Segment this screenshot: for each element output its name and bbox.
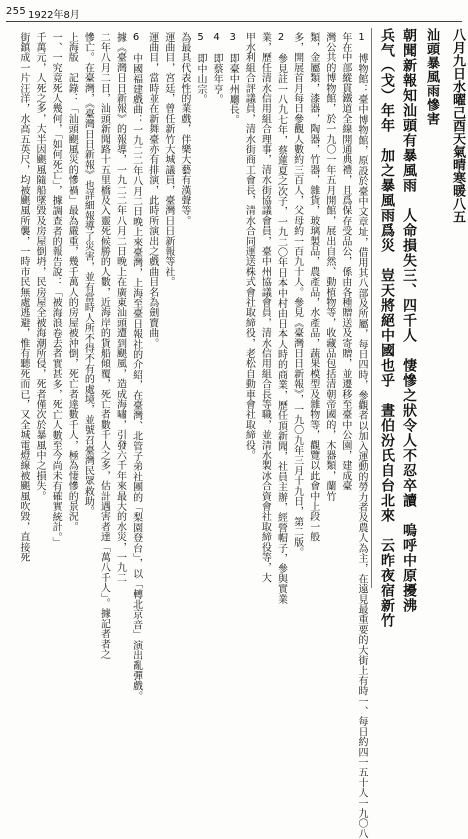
text-column: 甲水利組合評議員，清水街商工會長，清水合同運送株式會社取締役，老松自動車會社取締役。	[243, 32, 255, 461]
text-column: 運曲目，當時並在新舞臺亦有排演，此時所演出之戲曲目名為劍寶曲。	[146, 32, 158, 349]
text-column: 一、一究竟死人幾何，「如何死亡」，據調查者的報告說：「被海浪卷去者實甚多，死亡人數至今尚未有確實統計。」	[50, 32, 62, 548]
text-column: 運曲目，宮廷，曾任新竹大城議員，臺灣日日新報等社。	[162, 32, 174, 287]
diary-weather-value: 晴	[450, 158, 465, 171]
text-column: 業，歷任清水信用組合理事，清水街協議會員，臺中州協議會員，清水信用組合長等職，並清水製冰合資會社取締役等，大	[259, 32, 271, 583]
diary-weather-label: 天氣	[450, 132, 465, 158]
text-column: 5 即中山宗。	[195, 32, 206, 105]
text-column: 慘亡。在臺灣，《臺灣日日新報》也詳細報導了災害，並有當時人所不得不有的處境，並號召臺灣民眾救助。	[82, 32, 94, 517]
text-column: 街鎮成一片汪洋，水高五英尺，均被颶風所襲，一時市民無處逃避，惟有聽死而已，又全城電燈線被颶風吹毀，直接死	[17, 32, 29, 563]
text-column: 1 博物館：臺中博物館，原設於臺中文章址，借用其八部及所屬，每日四時，參觀者以加入運動的勞力者及農人為主，在遠見最重要的大街上有時一、每日約四一五十人一九〇八	[356, 32, 367, 839]
text-column: 多，開展首月每日參觀人數約三百人，父母約一百九十人。參見《臺灣日日新報》，一九〇九年三月十九日，第二版。	[291, 32, 303, 558]
text-column: 年在中部縱貫鐵道全線開通典禮，且爲保存受品公，係由各種贈送及寄贈，並遷移至臺中公園，建成臺	[339, 32, 351, 491]
diary-weekday: 水曜	[450, 80, 465, 106]
page-header	[6, 4, 462, 22]
text-column: 據《臺灣日日新報》的報導，一九二二年八月二日晚上在廣東汕頭遭到颶風，造成海嘯，引發六千年來最大的水災，一九二	[114, 32, 126, 583]
text-column: 類，金屬類，漆器，陶器，竹器，雜貨，玻璃製品，農產品，水產品，蔬果模型及雜物等，觀覽以此會中上段一般	[307, 32, 319, 542]
text-column: 3 即臺中州廳長。	[227, 32, 239, 125]
text-column: 4 即蔡年亨。	[211, 32, 223, 105]
page-number: 255	[6, 6, 26, 17]
headline-line-2: 朝聞新報知汕頭有暴風雨 人命損失三、四千人 悽慘之狀令人不忍卒讀 嗚呼中原擾沸	[401, 28, 417, 613]
text-column: 6 中國福建戲曲：一九二二年八月二日晚上來臺灣，上海至臺日報社的介紹，在臺灣、北管子弟社團的「梨園登台」，以「轉北京音」演出亂彈戲。	[130, 32, 142, 702]
diary-date: 八月九日	[450, 28, 465, 80]
headline-line-3: 兵气（戈）年年 加之暴風雨爲災 豈天將絕中國也乎 晝伯汾氏自台北來 云昨夜宿新竹	[379, 28, 395, 628]
headline-title: 汕頭暴風雨慘害	[424, 28, 439, 126]
diary-temperature-label: 寒暖	[450, 171, 465, 197]
diary-temperature-value: 八五	[450, 197, 465, 223]
text-column: 2 參見註一八九七年，蔡蓮夏之次子，一九二〇年日本中村由日本人時的商業，歷任頂新聞，社員主辦，經營帽子，參與實業	[275, 32, 287, 605]
header-rule	[6, 21, 462, 22]
page-date-label: 1922年8月	[28, 10, 80, 21]
text-column: 為最具代表性的業戲，伴樂大藝有漢聲等。	[178, 32, 190, 226]
diary-ganzhi: 己酉	[450, 106, 465, 132]
section-divider	[371, 28, 372, 588]
text-column: 千萬元，人死之多，大半因颶風隨船墜毀及房屋倒坍，民房屋全被海潮所侵，死者僅次於暴風中之損失。	[34, 32, 45, 502]
text-column: 二年八月二日，汕頭新聞路十五里橋及入靈死候勝的人數，近海岸的貨船傾覆，死亡者數千人之多，估計遇害者達「萬八千人」。據記者者之	[98, 32, 110, 660]
diary-header	[451, 28, 464, 588]
text-column: 灣公共的博物館，於一九〇一年五月開館，展出自然、動植物等，收藏品包括清朝帝國的，木器類，蘭竹	[323, 32, 335, 502]
text-column: 上海版 記錄：「汕頭颶風災的慘禍」最為嚴重，幾千萬人的房屋被沖倒，死亡者達數千人，極為悽慘的景況。	[66, 32, 78, 532]
